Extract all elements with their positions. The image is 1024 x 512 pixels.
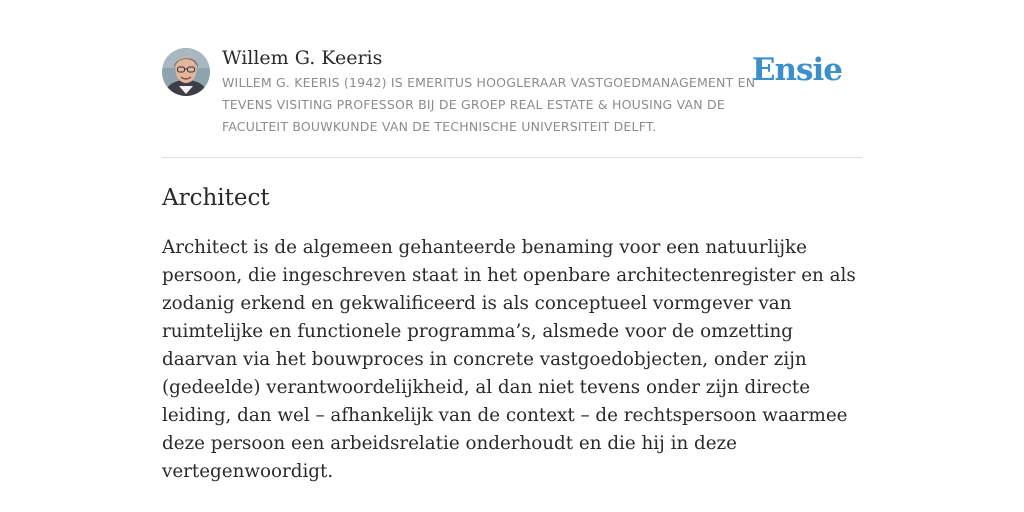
author-header (162, 46, 862, 158)
author-avatar[interactable] (162, 48, 210, 96)
person-photo-icon (162, 48, 210, 96)
article-title: Architect (162, 185, 270, 211)
article-body: Architect is de algemeen gehanteerde benaming voor een natuurlijke persoon, die ingeschreven staat in het openbare architectenregister en als zodanig erkend en gekwalificeerd is als conceptueel vormgever van ruimtelijke en functionele programma’s, alsmede voor de omzetting daarvan via het bouwproces in concrete vastgoedobjecten, onder zijn (gedeelde) verantwoordelijkheid, al dan niet tevens onder zijn directe leiding, dan wel – afhankelijk van de context – de rechtspersoon waarmee deze persoon een arbeidsrelatie onderhoudt en die hij in deze vertegenwoordigt. (162, 237, 856, 482)
definition-card (162, 46, 862, 486)
ensie-logo[interactable]: Ensie (751, 52, 842, 88)
author-name[interactable]: Willem G. Keeris (222, 47, 383, 69)
author-bio: WILLEM G. KEERIS (1942) IS EMERITUS HOOGLERAAR VASTGOEDMANAGEMENT EN TEVENS VISITING PROFESSOR BIJ DE GROEP REAL ESTATE & HOUSING VAN DE FACULTEIT BOUWKUNDE VAN DE TECHNISCHE UNIVERSITEIT DELFT. (222, 75, 756, 134)
